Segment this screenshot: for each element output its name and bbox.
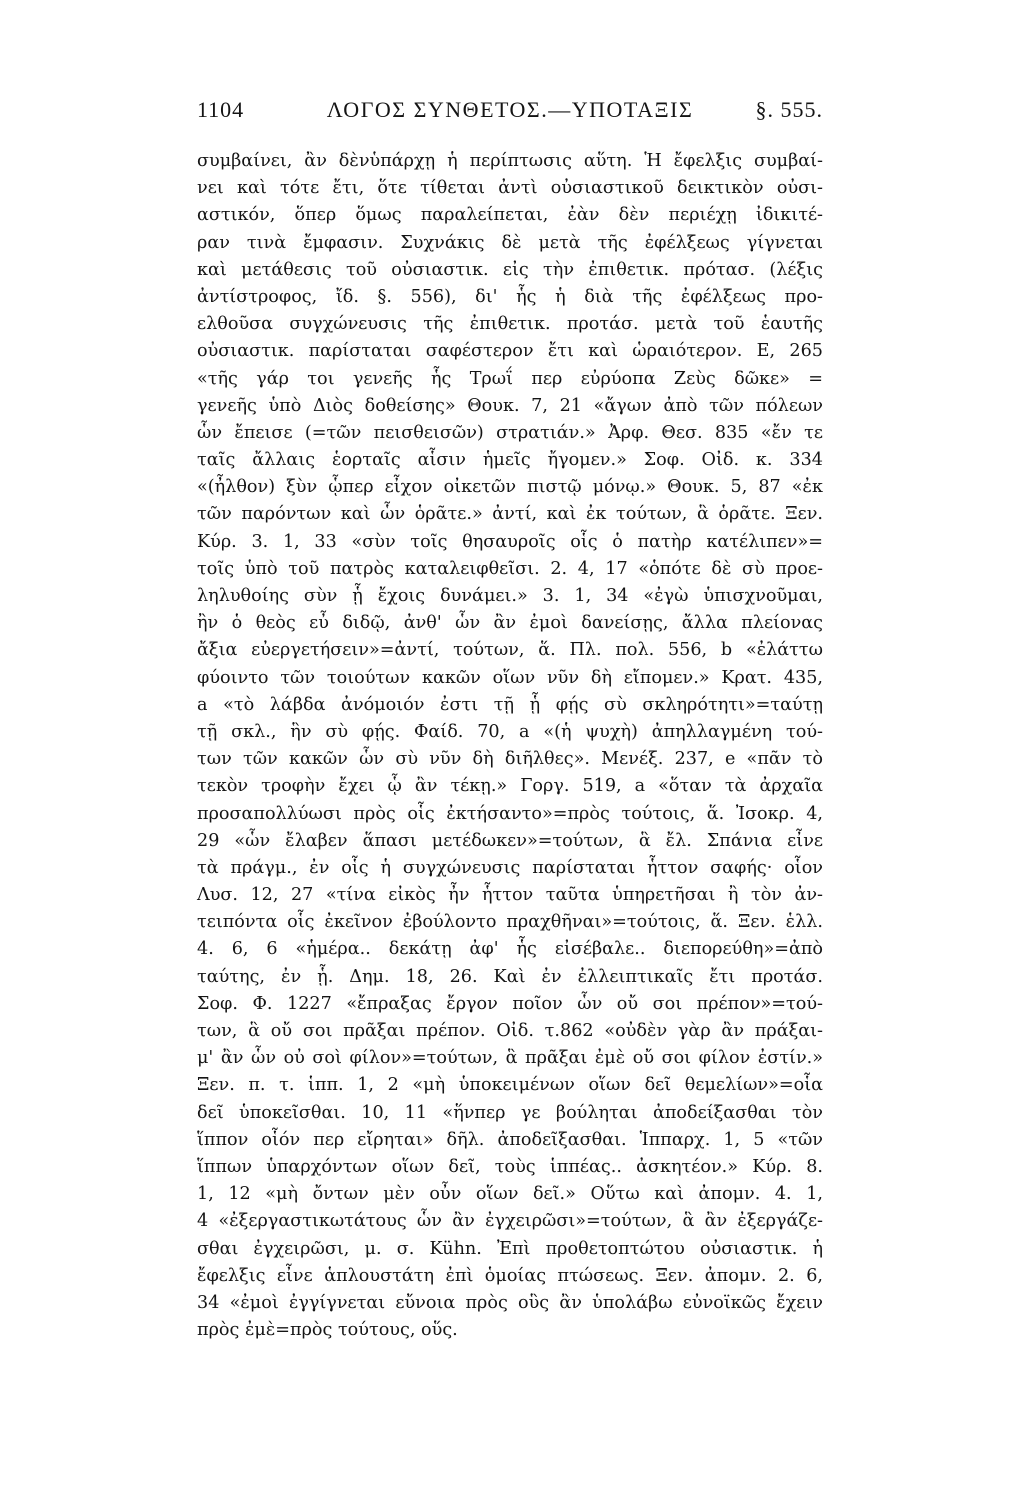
text-line: ἢν ὁ θεὸς εὖ διδῷ, ἀνθ' ὧν ἂν ἐμοὶ δανείσῃς, ἄλλα πλείονας (197, 613, 823, 634)
text-line: συμβαίνει, ἂν δὲνὑπάρχῃ ἡ περίπτωσις αὕτη. Ἡ ἔφελξις συμβαί- (197, 151, 823, 171)
text-line: των, ἃ οὔ σοι πρᾶξαι πρέπον. Οἰδ. τ.862 «οὐδὲν γὰρ ἂν πράξαι- (197, 1021, 823, 1041)
text-line: τεκὸν τροφὴν ἔχει ᾧ ἂν τέκῃ.» Γοργ. 519, a «ὅταν τὰ ἀρχαῖα (197, 776, 823, 797)
text-line: ταύτης, ἐν ᾗ. Δημ. 18, 26. Καὶ ἐν ἐλλειπτικαῖς ἔτι προτάσ. (197, 966, 823, 987)
text-line: οὐσιαστικ. παρίσταται σαφέστερον ἔτι καὶ ὡραιότερον. Ε, 265 (197, 341, 823, 362)
text-line: ὧν ἔπεισε (=τῶν πεισθεισῶν) στρατιάν.» Ἀρφ. Θεσ. 835 «ἔν τε (197, 422, 823, 443)
text-line: ἵππον οἷόν περ εἴρηται» δῆλ. ἀποδεῖξασθαι. Ἱππαρχ. 1, 5 «τῶν (197, 1129, 823, 1150)
text-line: τὰ πράγμ., ἐν οἷς ἡ συγχώνευσις παρίσταται ἧττον σαφής· οἷον (197, 857, 823, 878)
text-line: 4 «ἐξεργαστικωτάτους ὧν ἂν ἐγχειρῶσι»=τούτων, ἃ ἂν ἐξεργάζε- (197, 1211, 823, 1232)
text-line: των τῶν κακῶν ὧν σὺ νῦν δὴ διῆλθες». Μενέξ. 237, e «πᾶν τὸ (197, 749, 823, 770)
text-line: ληλυθοίης σὺν ᾗ ἔχοις δυνάμει.» 3. 1, 34 «ἐγὼ ὑπισχνοῦμαι, (197, 586, 823, 606)
text-line: ἵππων ὑπαρχόντων οἵων δεῖ, τοὺς ἱππέας.. ἀσκητέον.» Κύρ. 8. (197, 1156, 823, 1177)
text-line: a «τὸ λάβδα ἀνόμοιόν ἐστι τῇ ᾗ φῄς σὺ σκληρότητι»=ταύτῃ (197, 694, 823, 715)
text-line: τοῖς ὑπὸ τοῦ πατρὸς καταλειφθεῖσι. 2. 4, 17 «ὁπότε δὲ σὺ προε- (197, 558, 823, 579)
text-line: 1, 12 «μὴ ὄντων μὲν οὖν οἵων δεῖ.» Οὕτω καὶ ἀπομν. 4. 1, (197, 1184, 823, 1205)
text-line: «τῆς γάρ τοι γενεῆς ἧς Τρωΐ περ εὐρύοπα Ζεὺς δῶκε» = (197, 368, 823, 389)
text-line: τῇ σκλ., ἣν σὺ φῄς. Φαίδ. 70, a «(ἡ ψυχὴ) ἀπηλλαγμένη τού- (197, 721, 823, 742)
text-line: καὶ μετάθεσις τοῦ οὐσιαστικ. εἰς τὴν ἐπιθετικ. πρότασ. (λέξις (197, 259, 823, 280)
text-line: νει καὶ τότε ἔτι, ὅτε τίθεται ἀντὶ οὐσιαστικοῦ δεικτικὸν οὐσι- (197, 178, 823, 199)
section-number: §. 555. (755, 97, 823, 122)
text-line: ἄξια εὐεργετήσειν»=ἀντί, τούτων, ἅ. Πλ. πολ. 556, b «ἐλάττω (197, 640, 823, 661)
running-title: ΛΟΓΟΣ ΣΥΝΘΕΤΟΣ.—ΥΠΟΤΑΞΙΣ (326, 97, 694, 122)
page-number: 1104 (197, 97, 245, 122)
text-line: Λυσ. 12, 27 «τίνα εἰκὸς ἦν ἧττον ταῦτα ὑπηρετῆσαι ἢ τὸν ἀν- (197, 885, 823, 906)
text-line: Κύρ. 3. 1, 33 «σὺν τοῖς θησαυροῖς οἷς ὁ πατὴρ κατέλιπεν»= (197, 531, 823, 552)
text-line: Σοφ. Φ. 1227 «ἔπραξας ἔργον ποῖον ὧν οὔ σοι πρέπον»=τού- (197, 993, 823, 1014)
text-line: 29 «ὧν ἔλαβεν ἅπασι μετέδωκεν»=τούτων, ἃ ἔλ. Σπάνια εἶνε (197, 830, 823, 851)
text-line: ταῖς ἄλλαις ἑορταῖς αἷσιν ἡμεῖς ἤγομεν.» Σοφ. Οἰδ. κ. 334 (197, 450, 823, 471)
text-line: ἀντίστροφος, ἴδ. §. 556), δι' ἧς ἡ διὰ τῆς ἐφέλξεως προ- (197, 286, 823, 307)
text-line: ραν τινὰ ἔμφασιν. Συχνάκις δὲ μετὰ τῆς ἐφέλξεως γίγνεται (197, 232, 823, 253)
body-text (197, 148, 823, 1344)
text-line: γενεῆς ὑπὸ Διὸς δοθείσης» Θουκ. 7, 21 «ἄγων ἀπὸ τῶν πόλεων (197, 395, 823, 416)
text-line: σθαι ἐγχειρῶσι, μ. σ. Kühn. Ἐπὶ προθετοπτώτου οὐσιαστικ. ἡ (197, 1238, 823, 1259)
text-line: ἔφελξις εἶνε ἁπλουστάτη ἐπὶ ὁμοίας πτώσεως. Ξεν. ἀπομν. 2. 6, (197, 1265, 823, 1286)
text-line: ελθοῦσα συγχώνευσις τῆς ἐπιθετικ. προτάσ. μετὰ τοῦ ἑαυτῆς (197, 314, 823, 335)
text-line: «(ἦλθον) ξὺν ᾧπερ εἶχον οἰκετῶν πιστῷ μόνῳ.» Θουκ. 5, 87 «ἐκ (197, 477, 823, 498)
text-line: προσαπολλύωσι πρὸς οἷς ἐκτήσαντο»=πρὸς τούτοις, ἅ. Ἰσοκρ. 4, (197, 803, 823, 824)
running-header (197, 97, 823, 131)
text-line: φύοιντο τῶν τοιούτων κακῶν οἵων νῦν δὴ εἴπομεν.» Κρατ. 435, (197, 667, 823, 688)
text-line: δεῖ ὑποκεῖσθαι. 10, 11 «ἥνπερ γε βούληται ἀποδείξασθαι τὸν (197, 1102, 823, 1123)
text-line: τῶν παρόντων καὶ ὧν ὁρᾶτε.» ἀντί, καὶ ἐκ τούτων, ἃ ὁρᾶτε. Ξεν. (197, 504, 823, 525)
text-line: τειπόντα οἷς ἐκεῖνον ἐβούλοντο πραχθῆναι»=τούτοις, ἅ. Ξεν. ἑλλ. (197, 912, 823, 933)
text-line: πρὸς ἐμὲ=πρὸς τούτους, οὕς. (197, 1320, 458, 1341)
text-line: Ξεν. π. τ. ἱππ. 1, 2 «μὴ ὑποκειμένων οἵων δεῖ θεμελίων»=οἷα (197, 1075, 823, 1096)
text-line: 34 «ἐμοὶ ἐγγίγνεται εὔνοια πρὸς οὓς ἂν ὑπολάβω εὐνοϊκῶς ἔχειν (197, 1292, 823, 1313)
text-line: 4. 6, 6 «ἡμέρα.. δεκάτῃ ἀφ' ἧς εἰσέβαλε.. διεπορεύθη»=ἀπὸ (197, 939, 823, 960)
text-line: μ' ἂν ὧν οὐ σοὶ φίλον»=τούτων, ἃ πρᾶξαι ἐμὲ οὔ σοι φίλον ἐστίν.» (197, 1048, 823, 1069)
text-line: αστικόν, ὅπερ ὅμως παραλείπεται, ἐὰν δὲν περιέχῃ ἰδικιτέ- (197, 205, 823, 226)
